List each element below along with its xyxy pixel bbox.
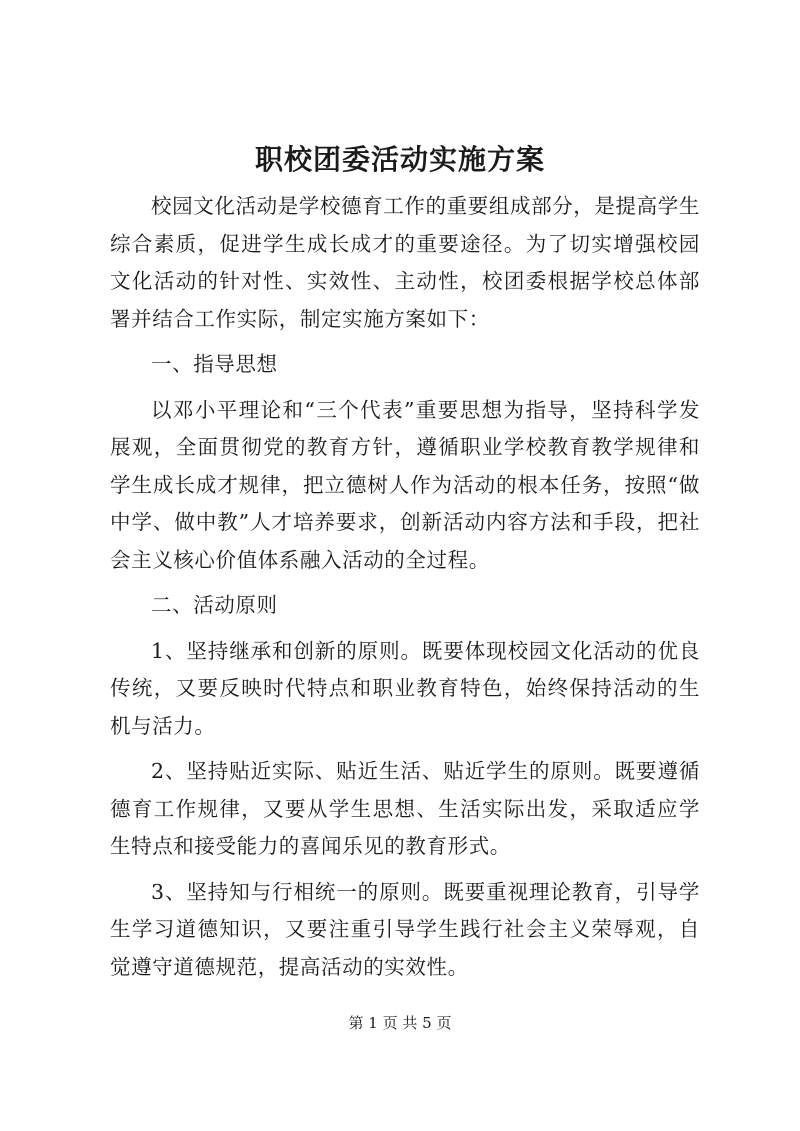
document-body <box>110 188 700 986</box>
section-heading-principles: 二、活动原则 <box>151 593 278 617</box>
page-number-footer: 第 1 页 共 5 页 <box>348 1014 452 1032</box>
intro-paragraph: 校园文化活动是学校德育工作的重要组成部分，是提高学生综合素质，促进学生成长成才的重要途径。为了切实增强校园文化活动的针对性、实效性、主动性，校团委根据学校总体部署并结合工作实际，制定实施方案如下： <box>110 194 700 331</box>
document-title: 职校团委活动实施方案 <box>254 143 545 176</box>
principle-paragraph-3: 3、坚持知与行相统一的原则。既要重视理论教育，引导学生学习道德知识，又要注重引导学生践行社会主义荣辱观，自觉遵守道德规范，提高活动的实效性。 <box>110 879 700 979</box>
principle-paragraph-2: 2、坚持贴近实际、贴近生活、贴近学生的原则。既要遵循德育工作规律，又要从学生思想、生活实际出发，采取适应学生特点和接受能力的喜闻乐见的教育形式。 <box>110 759 700 858</box>
section-heading-guiding-thought: 一、指导思想 <box>151 352 278 376</box>
guiding-thought-paragraph: 以邓小平理论和“三个代表”重要思想为指导，坚持科学发展观，全面贯彻党的教育方针，遵循职业学校教育教学规律和学生成长成才规律，把立德树人作为活动的根本任务，按照“做中学、做中教”人才培养要求，创新活动内容方法和手段，把社会主义核心价值体系融入活动的全过程。 <box>110 397 700 572</box>
principle-paragraph-1: 1、坚持继承和创新的原则。既要体现校园文化活动的优良传统，又要反映时代特点和职业教育特色，始终保持活动的生机与活力。 <box>110 638 700 738</box>
